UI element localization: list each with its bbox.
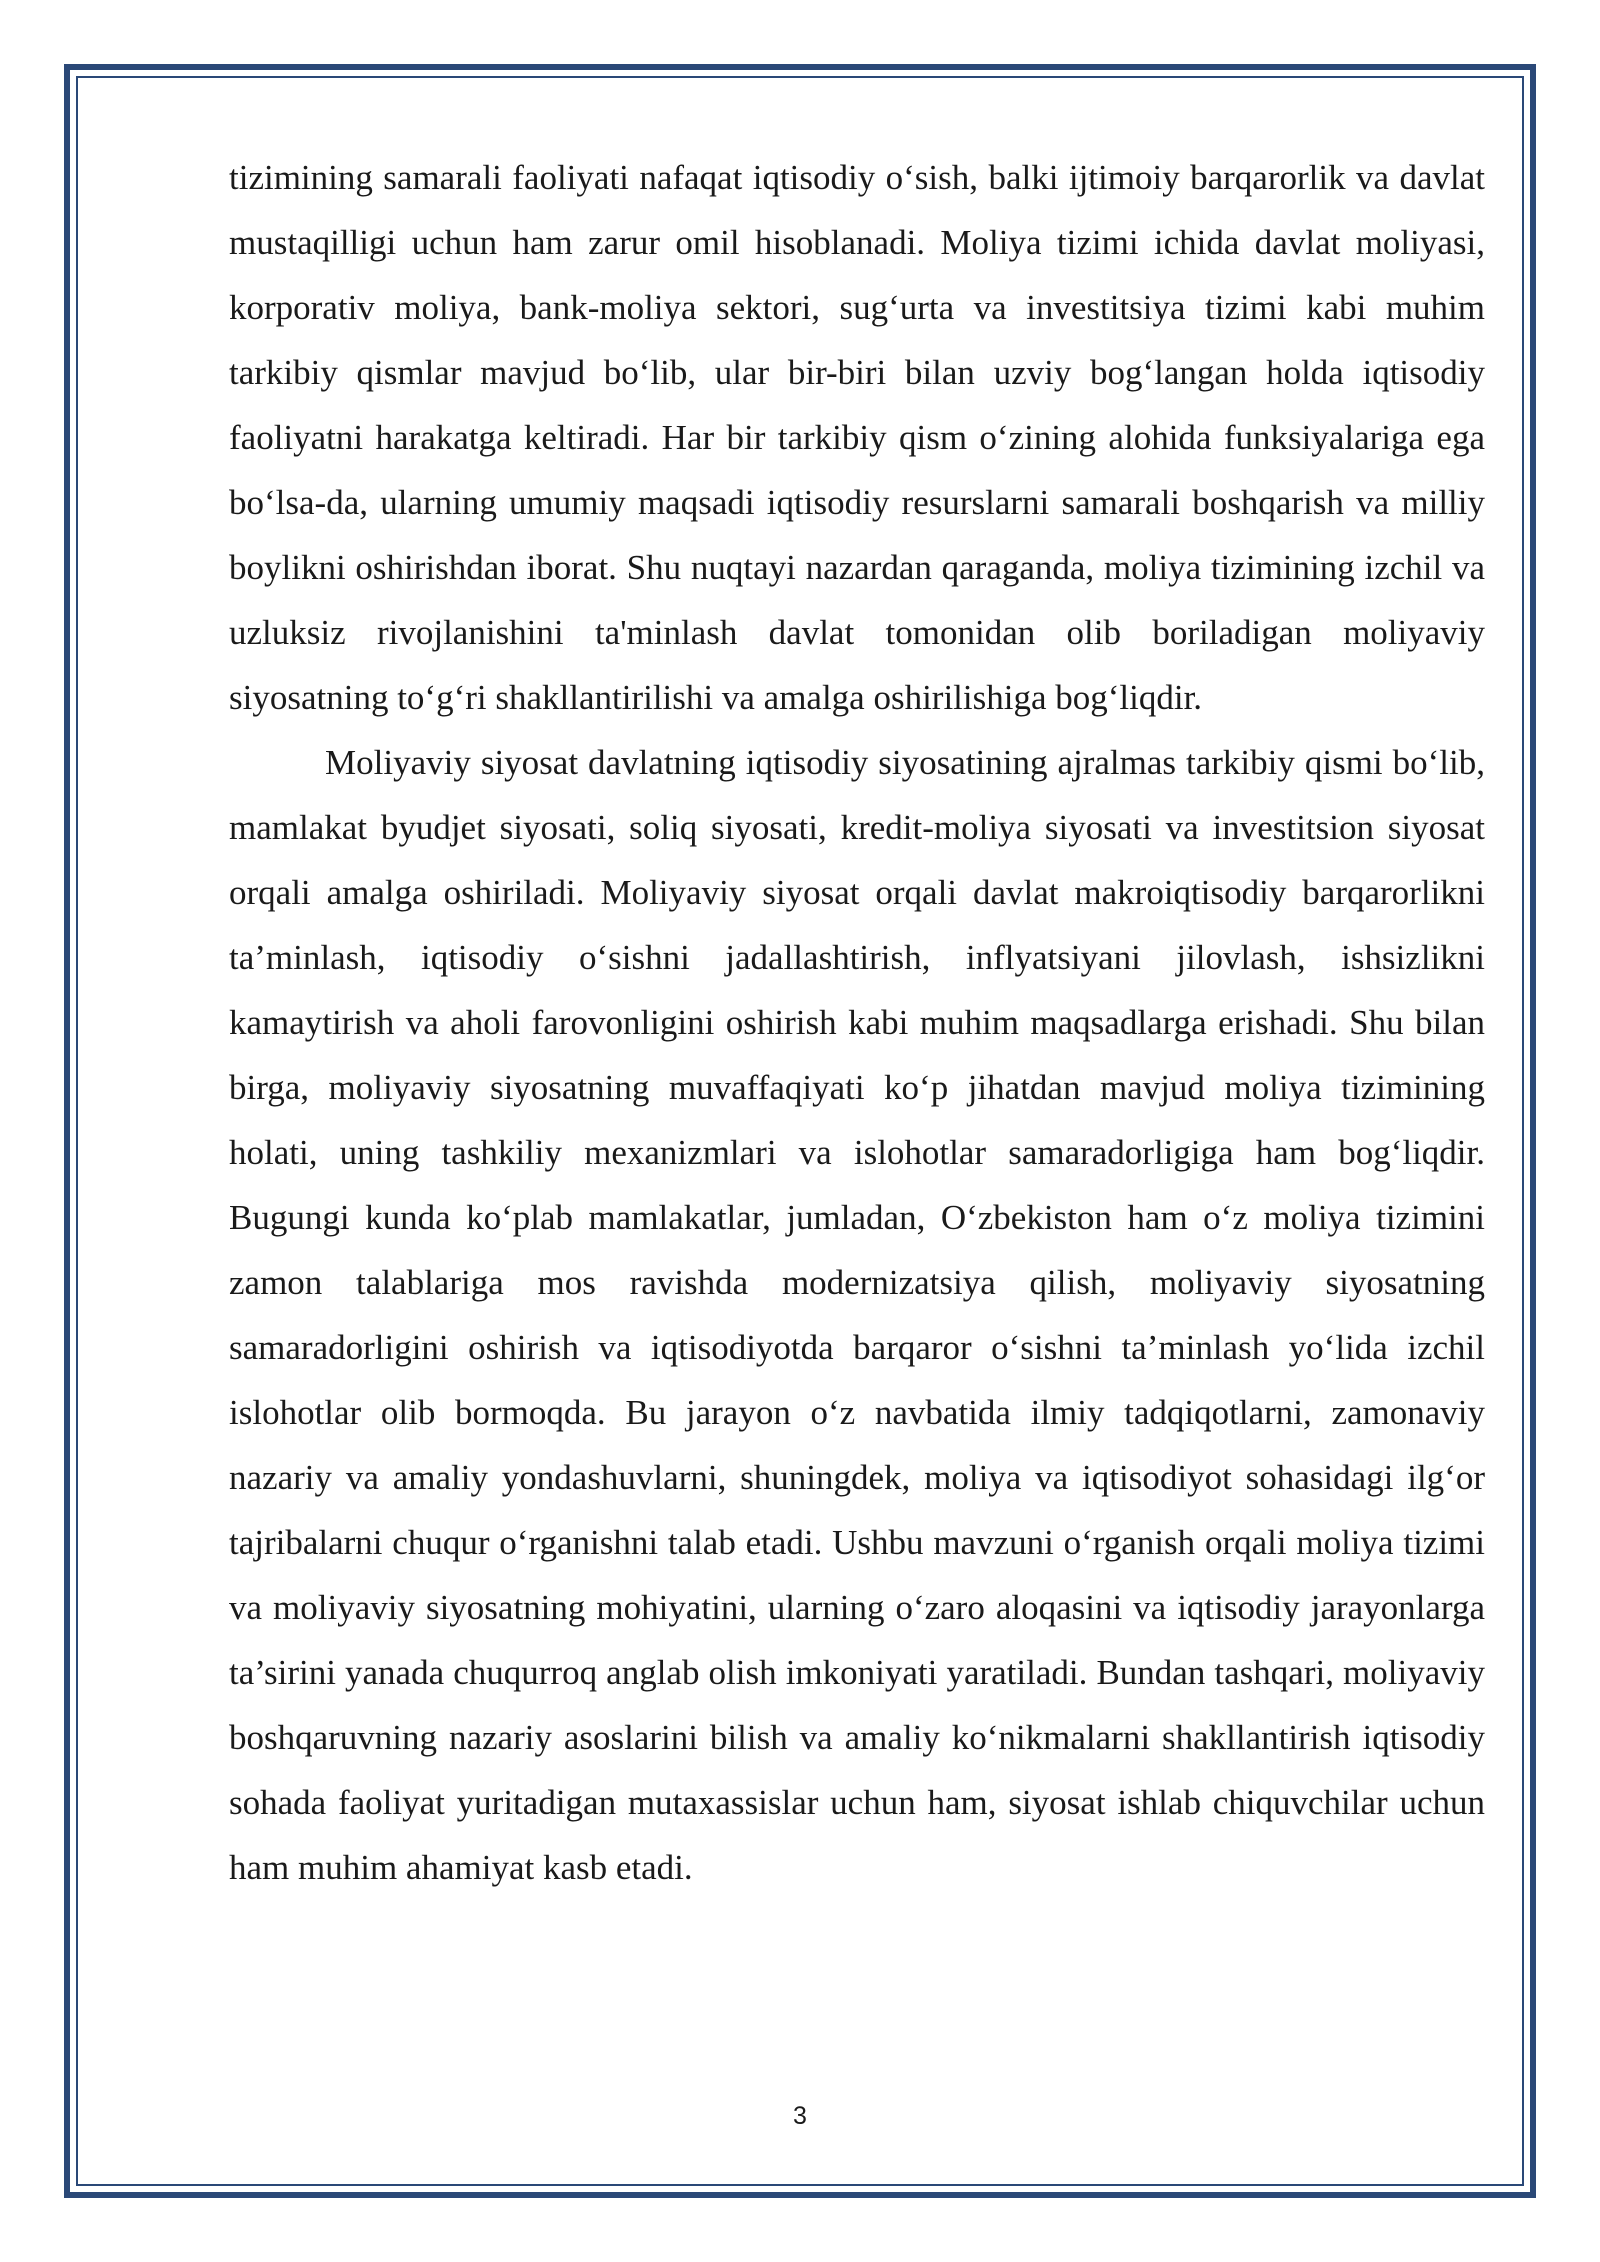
document-body bbox=[229, 145, 1485, 1900]
page-number: 3 bbox=[793, 2102, 807, 2130]
paragraph-1: tizimining samarali faoliyati nafaqat iqtisodiy o‘sish, balki ijtimoiy barqarorlik va davlat mustaqilligi uchun ham zarur omil hisoblanadi. Moliya tizimi ichida davlat moliyasi, korporativ moliya, bank-moliya sektori, sug‘urta va investitsiya tizimi kabi muhim tarkibiy qismlar mavjud bo‘lib, ular bir-biri bilan uzviy bog‘langan holda iqtisodiy faoliyatni harakatga keltiradi. Har bir tarkibiy qism o‘zining alohida funksiyalariga ega bo‘lsa-da, ularning umumiy maqsadi iqtisodiy resurslarni samarali boshqarish va milliy boylikni oshirishdan iborat. Shu nuqtayi nazardan qaraganda, moliya tizimining izchil va uzluksiz rivojlanishini ta'minlash davlat tomonidan olib boriladigan moliyaviy siyosatning to‘g‘ri shakllantirilishi va amalga oshirilishiga bog‘liqdir. bbox=[229, 158, 1485, 717]
paragraph-2: Moliyaviy siyosat davlatning iqtisodiy siyosatining ajralmas tarkibiy qismi bo‘lib, mamlakat byudjet siyosati, soliq siyosati, kredit-moliya siyosati va investitsion siyosat orqali amalga oshiriladi. Moliyaviy siyosat orqali davlat makroiqtisodiy barqarorlikni ta’minlash, iqtisodiy o‘sishni jadallashtirish, inflyatsiyani jilovlash, ishsizlikni kamaytirish va aholi farovonligini oshirish kabi muhim maqsadlarga erishadi. Shu bilan birga, moliyaviy siyosatning muvaffaqiyati ko‘p jihatdan mavjud moliya tizimining holati, uning tashkiliy mexanizmlari va islohotlar samaradorligiga ham bog‘liqdir. Bugungi kunda ko‘plab mamlakatlar, jumladan, O‘zbekiston ham o‘z moliya tizimini zamon talablariga mos ravishda modernizatsiya qilish, moliyaviy siyosatning samaradorligini oshirish va iqtisodiyotda barqaror o‘sishni ta’minlash yo‘lida izchil islohotlar olib bormoqda. Bu jarayon o‘z navbatida ilmiy tadqiqotlarni, zamonaviy nazariy va amaliy yondashuvlarni, shuningdek, moliya va iqtisodiyot sohasidagi ilg‘or tajribalarni chuqur o‘rganishni talab etadi. Ushbu mavzuni o‘rganish orqali moliya tizimi va moliyaviy siyosatning mohiyatini, ularning o‘zaro aloqasini va iqtisodiy jarayonlarga ta’sirini yanada chuqurroq anglab olish imkoniyati yaratiladi. Bundan tashqari, moliyaviy boshqaruvning nazariy asoslarini bilish va amaliy ko‘nikmalarni shakllantirish iqtisodiy sohada faoliyat yuritadigan mutaxassislar uchun ham, siyosat ishlab chiquvchilar uchun ham muhim ahamiyat kasb etadi. bbox=[229, 743, 1485, 1887]
